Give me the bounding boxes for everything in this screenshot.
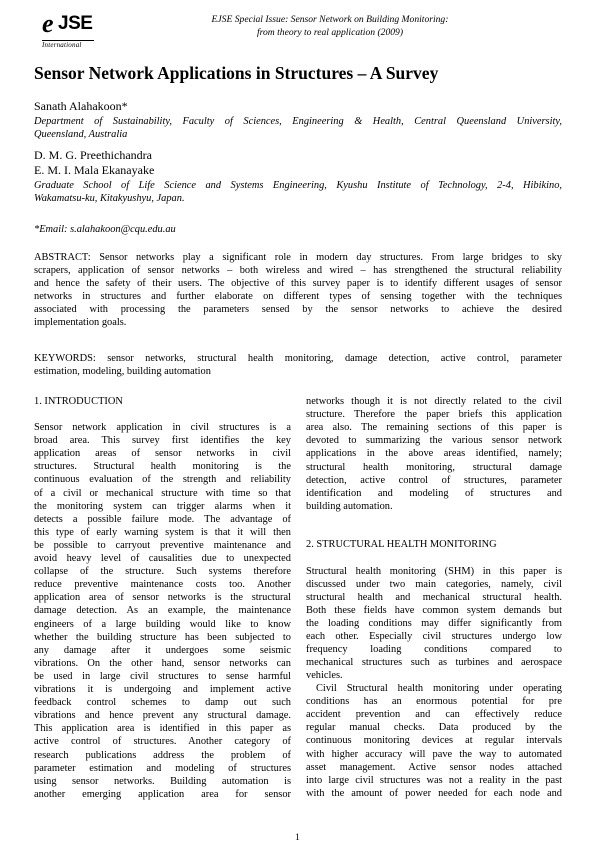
body-text-line: broad area. This survey first identifies the key	[34, 435, 291, 447]
author-3: E. M. I. Mala Ekanayake	[34, 163, 155, 177]
body-text-line: research publications address the problem of	[34, 749, 291, 761]
body-text-line: each other. Especially civil structures undergo low	[306, 631, 562, 642]
body-text-line: parameter estimation and modeling of structures	[34, 762, 291, 774]
abstract-line: and hence the safety of their users. The objective of this survey paper is to identify different usages of sensor	[34, 278, 562, 289]
body-text-line: vibrations and hence prevent any structural damage.	[34, 710, 291, 722]
body-text-line: vibrations. On the other hand, sensor networks can	[34, 657, 291, 669]
keywords-line: KEYWORDS: sensor networks, structural health monitoring, damage detection, active control, parameter	[34, 353, 562, 364]
author-2: D. M. G. Preethichandra	[34, 148, 152, 162]
paper-title: Sensor Network Applications in Structures – A Survey	[34, 63, 439, 83]
running-header-line2: from theory to real application (2009)	[256, 27, 404, 38]
body-text-line: continuous monitoring devices at regular intervals	[306, 735, 562, 747]
abstract-line: ABSTRACT: Sensor networks play a significant role in modern day structures. From large bridges to sky	[34, 252, 562, 263]
body-text-line: this type of early warning system is that it will then	[34, 526, 291, 538]
body-text-line: damage detection. As an example, the maintenance	[34, 605, 291, 617]
body-text-line: discussed under two main categories, namely, civil	[306, 578, 562, 590]
body-text-line: into large civil structures was not a reality in the past	[306, 774, 562, 786]
affiliation-1-line2: Queensland, Australia	[34, 129, 128, 140]
body-text-line: with the amount of power needed for each node and	[306, 787, 562, 799]
body-text-line: whether the building structure has been subjected to	[34, 631, 291, 643]
body-text-line: of a civil or mechanical structure with time so that	[34, 487, 291, 499]
body-text-line: frequency loading conditions compared to	[306, 644, 562, 656]
body-text-line: vibrations it is undergoing and implement active	[34, 684, 291, 695]
body-text-line: building automation.	[306, 500, 393, 512]
logo-jse: JSE	[58, 13, 93, 34]
body-text-line: active control of structures. Another category of	[34, 736, 291, 748]
section-2-heading: 2. STRUCTURAL HEALTH MONITORING	[306, 539, 497, 550]
body-text-line: accident prevention and can effectively reduce	[306, 709, 562, 721]
logo-e: e	[42, 9, 54, 38]
keywords-line: estimation, modeling, building automation	[34, 366, 211, 377]
body-text-line: engineers of a large building would like to know	[34, 618, 291, 630]
body-text-line: detects a possible failure mode. The advantage of	[34, 513, 291, 525]
author-1: Sanath Alahakoon*	[34, 99, 128, 113]
body-text-line: continuous evaluation of the strength and reliability	[34, 474, 291, 486]
page-number: 1	[295, 832, 300, 842]
body-text-line: application area of sensor networks is the structural	[34, 592, 291, 604]
body-text-line: vehicles.	[306, 670, 343, 682]
body-text-line: using sensor networks. Building automation is	[34, 775, 291, 787]
affiliation-2-line1: Graduate School of Life Science and Systems Engineering, Kyushu Institute of Technology, 2-4, Hibikino,	[34, 180, 562, 191]
body-text-line: Sensor network application in civil structures is a	[34, 422, 291, 433]
body-text-line: structures. Structural health monitoring is the	[34, 461, 291, 473]
body-text-line: Structural health monitoring (SHM) in this paper is	[306, 565, 562, 577]
affiliation-1-line1: Department of Sustainability, Faculty of Sciences, Engineering & Health, Central Queensland University,	[34, 116, 562, 127]
body-text-line: collapse of the structure. Such systems therefore	[34, 566, 291, 578]
body-text-line: asset management. Active sensor nodes attached	[306, 761, 562, 773]
body-text-line: feedback control schemes to damp out such	[34, 697, 291, 709]
body-text-line: Both these fields have common system demands but	[306, 604, 562, 616]
body-text-line: structural health monitoring, structural damage	[306, 461, 562, 473]
body-text-line: another emerging application area for sensor	[34, 788, 291, 800]
affiliation-2-line2: Wakamatsu-ku, Kitakyushyu, Japan.	[34, 193, 185, 204]
body-text-line: mechanical structures such as turbines and aerospace	[306, 657, 562, 669]
section-1-heading: 1. INTRODUCTION	[34, 396, 123, 407]
logo-international: International	[42, 41, 82, 49]
body-text-line: devoted to summarizing the various sensor network	[306, 435, 562, 447]
body-text-line: structure. Therefore the paper briefs this application	[306, 409, 562, 421]
journal-logo	[42, 9, 102, 49]
body-text-line: conditions has an enormous potential for pre	[306, 696, 562, 708]
abstract-line: networks in structures and further elaborate on different types of sensing together with the techniques	[34, 291, 562, 302]
body-text-line: detection, active control of structures, parameter	[306, 474, 562, 486]
body-text-line: reduce preventive maintenance costs too. Another	[34, 579, 291, 591]
body-text-line: area also. The remaining sections of this paper is	[306, 422, 562, 434]
body-text-line: networks though it is not directly related to the civil	[306, 396, 562, 407]
body-text-line: avoid heavy level of causalities due to unexpected	[34, 553, 291, 564]
body-text-line: applications in the above areas identified, namely;	[306, 448, 562, 460]
body-text-line: regular manual checks. Data produced by the	[306, 722, 562, 734]
running-header-line1: EJSE Special Issue: Sensor Network on Building Monitoring:	[211, 14, 449, 25]
body-text-line: with higher accuracy will pave the way to automated	[306, 748, 562, 760]
abstract-line: associated with processing the parameters sensed by the sensor networks to achieve the desired	[34, 304, 562, 315]
corresponding-email: *Email: s.alahakoon@cqu.edu.au	[34, 224, 176, 235]
body-text-line: any damage after it undergoes some seismic	[34, 644, 291, 656]
body-text-line: be used in large civil structures to sense harmful	[34, 670, 291, 682]
body-text-line: the loading conditions may differ significantly from	[306, 617, 562, 629]
abstract-line: scrapers, application of sensor networks – both wireless and wired – has strengthened the structural reliability	[34, 265, 562, 276]
body-text-line: This application area is identified in this paper as	[34, 723, 291, 735]
body-text-line: the monitoring system can trigger alarms when it	[34, 500, 291, 512]
body-text-line: identification and modeling of structures and	[306, 487, 562, 499]
abstract-line: implementation goals.	[34, 317, 127, 328]
body-text-line: Civil Structural health monitoring under operating	[316, 683, 562, 694]
body-text-line: be possible to carryout preventive maintenance and	[34, 539, 291, 551]
body-text-line: structural health and mechanical structural health.	[306, 591, 562, 603]
body-text-line: application areas of sensor networks in civil	[34, 448, 291, 460]
